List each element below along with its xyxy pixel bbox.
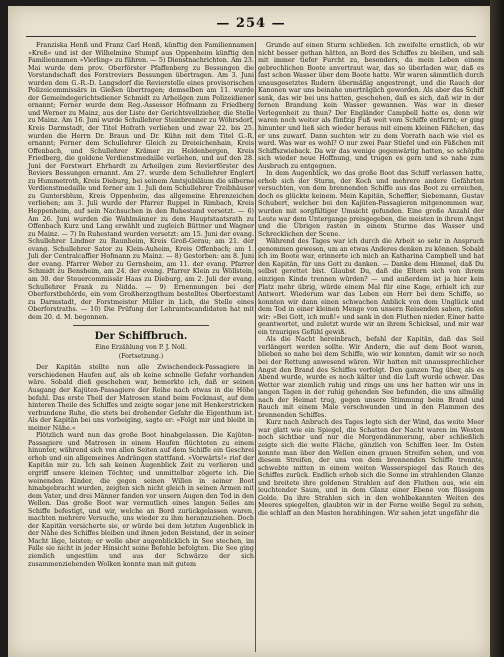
story-paragraph: Während des Tages war ich durch die Arbeit so sehr in Anspruch genommen gewesen, um an etwas Anderes denken zu können. Sobald ich im Boote war, erinnerte ich mich an Katharina Campbell und hat den Kapitän, für uns Gott zu danken. — Danke dem Himmel, daß Du selbst gerettet bist. Glaubst Du, daß die Eltern sich von ihrem einzigen Kinde trennen würden? — und außerdem ist ja hier kein Platz mehr übrig, würde einem Mal für eine Kage, erhielt ich zur Antwort. Wiederum war das Leben ein Herr bei dem Schiffe, so konnten wir dann einen schwachen Anblick von dem Unglück und dem Tod in einer kleinen Menge von unsern Reisenden sahen, riefen wir: »Bei Gott, ich muß!« und sank in den Fluthen nieder. Einer hatte geantwortet, und zuletzt wurde wir an ihrem Schicksal, und mir war ein trauriges Gefühl gewiß. xyxy=(258,238,484,336)
notices-paragraph: Franziska Henß und Franz Carl Henß, künftig den Familiennamen »Kreß« und ist der Wilhelmine Stumpf aus Oppenheim künftig den Familiennamen »Vierling« zu führen. — 5) Dienstnachrichten. Am 23. Mai wurde dem prov. Oberförster Pfaffenberg zu Bessungen die Vorstandschaft des Forstreviers Bessungen übertragen. Am 3. Juni wurden dem G.-R.-D. Langsdorf die Revierstelle eines provisorischen Polizeicommissärs in Gießen übertragen; demselben am 11. wurde der Gemeindegerichtsdiener Schmidt zu Arheilgen zum Polizeidiener ernannt; Ferner wurde dem Reg.-Assessor Hofmann zu Friedberg und Werner zu Mainz, aus der Liste der Gerichtsvollzieher, die Stelle zu Mainz. Am 16. Juni wurde Schullehrer Steinbrenner zu Wöhrsdorf, Kreis Darmstadt, der Titel Hofrath verliehen und zwar 22. bis 25. wurden die Herrn Dr. Braun und Dr. Kühn mit dem Titel G.-R. ernannt; Ferner dem Schullehrer Gleich zu Dreieichenhain, Kreis Offenbach, und Schullehrer Krämer zu Heldenbergen, Kreis Friedberg, die goldene Verdienstmedaille verliehen, und auf den 28. Juni der Forstwart Ehrhardt zu Arheilgen zum Revierförster des Reviers Bessungen ernannt. Am 27. wurde dem Schullehrer Englert zu Hummetroth, Kreis Dieburg, bei seinem Amtsjubiläum die silberne Verdienstmedaille und ferner am 1. Juli dem Schullehrer Treibhäuser zu Guntersblum, Kreis Oppenheim, das allgemeine Ehrenzeichen verliehen; am 3. Juli wurde der Pfarrer Ruppel in Rimbach, Kreis Heppenheim, auf sein Nachsuchen in den Ruhestand versetzt. — 6) Am 26. Juni wurden die Wahlmänner zu dem Hauptstaatsrath zu Offenbach Kurz und Lang erwählt und zugleich Büttner und Wagner zu Mainz. — 7) In Ruhestand wurden versetzt: am 15. Juni der evang. Schullehrer Lindner zu Raunheim, Kreis Groß-Gerau; am 21. der evang. Schullehrer Sator zu Klein-Auheim, Kreis Offenbach; am 1. Juli der Centralcaffier Hofmann zu Mainz. — 8) Gestorben: am 8. Juni der evang. Pfarrer Weber zu Gernsheim, am 11. der evang. Pfarrer Schmidt zu Bensheim, am 24. der evang. Pfarrer Klein zu Wöllstein, am 30. der Steuercommissär Haas zu Dieburg, am 2. Juli der evang. Schullehrer Frank zu Nidda. — 9) Ernennungen bei der Oberforstbehörde, ein vom Großherzogthum bestelltes Oberforstamt zu Darmstadt, der Forstmeister Müller in Lich, die Stelle eines Oberforstraths. — 10) Die Prüfung der Lehramtscandidaten hat mit dem 20. d. M. begonnen. xyxy=(28,42,254,321)
header-rule xyxy=(26,36,476,37)
section-divider xyxy=(73,325,209,326)
story-title: Der Schiffbruch. xyxy=(94,331,188,343)
story-paragraph: Als die Nacht hereinbrach, befahl der Kapitän, daß das Seil verlängert werden sollte. Wir Andern, die auf dem Boot waren, blieben so nahe bei dem Schiffe, wie wir konnten, damit wir so noch bei der Rettung anwesend wären. Wir hatten mit unaussprechlicher Angst den Brand des Schiffes verfolgt. Den ganzen Tag über, als es Abend wurde, wurde es noch kälter und die Luft wurde schwer. Das Wetter war ziemlich ruhig und rings um uns her hatten wir uns in langen Tagen in der ruhig gehenden See befunden, die uns allmälig nach der Heimat trug, gegen unsere Stimmung beim Brand und Rauch mit einem Male verschwunden und in den Flammen des brennenden Schiffes. xyxy=(258,336,484,419)
story-paragraph: Grunde auf einen Sturm schließen. Ich zweifelte ernstlich, ob wir nicht besser gethan hätten, an Bord des Schiffes zu bleiben, und sah mit immer tiefer Furcht zu, besonders, da mein Leben einem gebrechlichen Boote anvertraut war, das so überladen war, daß es fast schon Wasser über dem Boote hatte. Wir waren sämmtlich durch unausgesetztes Rudern übermäßig angestrengt, und die Rauch der Kanonen war uns beinahe unerträglich geworden. Als aber das Schiff sank, das wir bei uns hatten, geschehen, daß es sich, daß wir in der fernen Brandung kein Wasser gewannen. Was war in dieser Verlegenheit zu thun? Der Engländer Campbell hatte es, denn wir waren noch weiter als fünfzig Fuß weit vom Schiffe entfernt; er ging hinunter und ließ sich wieder heraus mit einem kleinen Fäßchen, das er uns zuwarf. Dann suchten wir zu dem Vorrath nach wie viel es ward. Was war es wohl? O nur zwei Paar Stiefel und ein Fäßchen mit Schiffszwieback. Da wir das wenige gegenwärtig hatten, so schöpfte sich wieder neue Hoffnung, und trugen es gern und so nahe zum Ausbruch zu entgegnen. xyxy=(258,42,484,170)
story-paragraph: Kurz nach Anbruch des Tages legte sich der Wind, das weite Meer war glatt wie ein Spiegel, die Schatten der Nacht waren im Westen noch sichtbar und nur die Morgendämmerung, aber schließlich zeigte sich die weite Fläche, gänzlich von Schiffen leer. Im Osten konnte man über den Wellen einen grauen Streifen sehen, und von diesem Streifen, der uns von dem brennenden Schiffe trennte, schwebte mitten in einem weiten Wasserspiegel das Rauch des Schiffes zurück. Endlich erhob sich die Sonne im strahlenden Glanze und breitete ihre goldenen Strahlen auf den Fluthen aus, wie ein leuchtender Saum, und in dem Glanz einer Ebene von flüssigem Golde. Da ihre Strahlen sich in den wohlbekannten Weiten des Meeres spiegelten, glaubten wir in der Ferne weiße Segel zu sehen, die schlaff an den Masten herabhingen. Wir sahen jetzt ungefähr die xyxy=(258,419,484,517)
story-subtitle: Eine Erzählung von P. J. Noll. xyxy=(95,344,187,352)
story-continuation-note: (Fortsetzung.) xyxy=(118,352,164,360)
left-column xyxy=(28,42,254,568)
story-paragraph: Plötzlich ward nun das große Boot hinabgelassen. Die Kajüten-Passagiere und Matrosen in einem Haufen flüchteten zu einem hinunter, während sich von allen Seiten auf dem Schiffe ein Geschrei erhob und ein allgemeines Andrängen stattfand. »Vorwärts!« rief der Kapitän mir zu. Ich sah keinen Augenblick Zeit zu verlieren und ergriff unsere kleinen Töchter, und unmittelbar zögerte ich. Die weinenden Kinder, die gegen seinen Willen in seiner Boot hinabgebracht wurden, zeigten sich nicht gleich in seinen Armen mit dem Vater, und drei Männer fanden vor unsern Augen den Tod in den Wellen. Das große Boot war vermutlich eines langen Seiles am Schiffe befestigt, und wir, welche an Bord zurückgelassen waren, machten mehrere Versuche, uns wieder zu ihm heranzuziehen. Doch der Kapitän versicherte sie, er würde bei dem letzten Augenblick in der Nähe des Schiffes bleiben und ihnen jeden Beistand, der in seiner Macht läge, leisten; er wolle aber augenblicklich in See stechen, im Falle sie nicht in jeder Hinsicht seine Befehle befolgten. Die See ging ziemlich ungestüm und aus der Schwärze der sich zusammenziehenden Wolken konnte man mit gutem xyxy=(28,432,254,568)
story-paragraph: In dem Augenblick, wo das große Boot das Schiff verlassen hatte, erhob sich der Sturm, der Koch und mehrere andere Gefährten versuchten, von dem brennenden Schiffe aus das Boot zu erreichen, doch es glückte keinem. Mein Kapitän, Scheffler, Siebemann, Gustav Schubert, welcher bei den Kajüten-Passagieren mitgenommen war, wurden mit sorgfältiger Umsicht gefunden. Eine große Anzahl der Leute war dem Untergange preisgegeben, die meisten in ihrem Angst und die Übrigen rasten in einem Sturme das Wasser und Schrecklichen der Scene. xyxy=(258,170,484,238)
page-header xyxy=(22,16,480,32)
right-column xyxy=(258,42,484,517)
document-page xyxy=(8,6,490,657)
book-spine xyxy=(490,0,504,657)
story-paragraph: Der Kapitän stellte nun alle Zwischendeck-Passagiere in verschiedenen Haufen auf, als ob keine schnelle Gefahr vorhanden wäre. Sobald dieß geschehen war, bemerkte ich, daß er seinen Ausgang der Kajüten-Passagiere der Reihe nach etwas in die Höhe befahl. Das erste Theil der Matrosen stand beim Fockmast, auf dem hinteren Theile des Schiffes und zeigte sogar jene mit Henkerstricken verbundene Ruhe, die stets bei drohender Gefahr die Eigenthum ist. Als der Kapitän bei uns vorbeiging, sagte er: »Folgt mir und bleibt in meiner Nähe.« xyxy=(28,364,254,432)
column-divider xyxy=(255,42,256,652)
page-number: — 254 — xyxy=(216,16,286,31)
